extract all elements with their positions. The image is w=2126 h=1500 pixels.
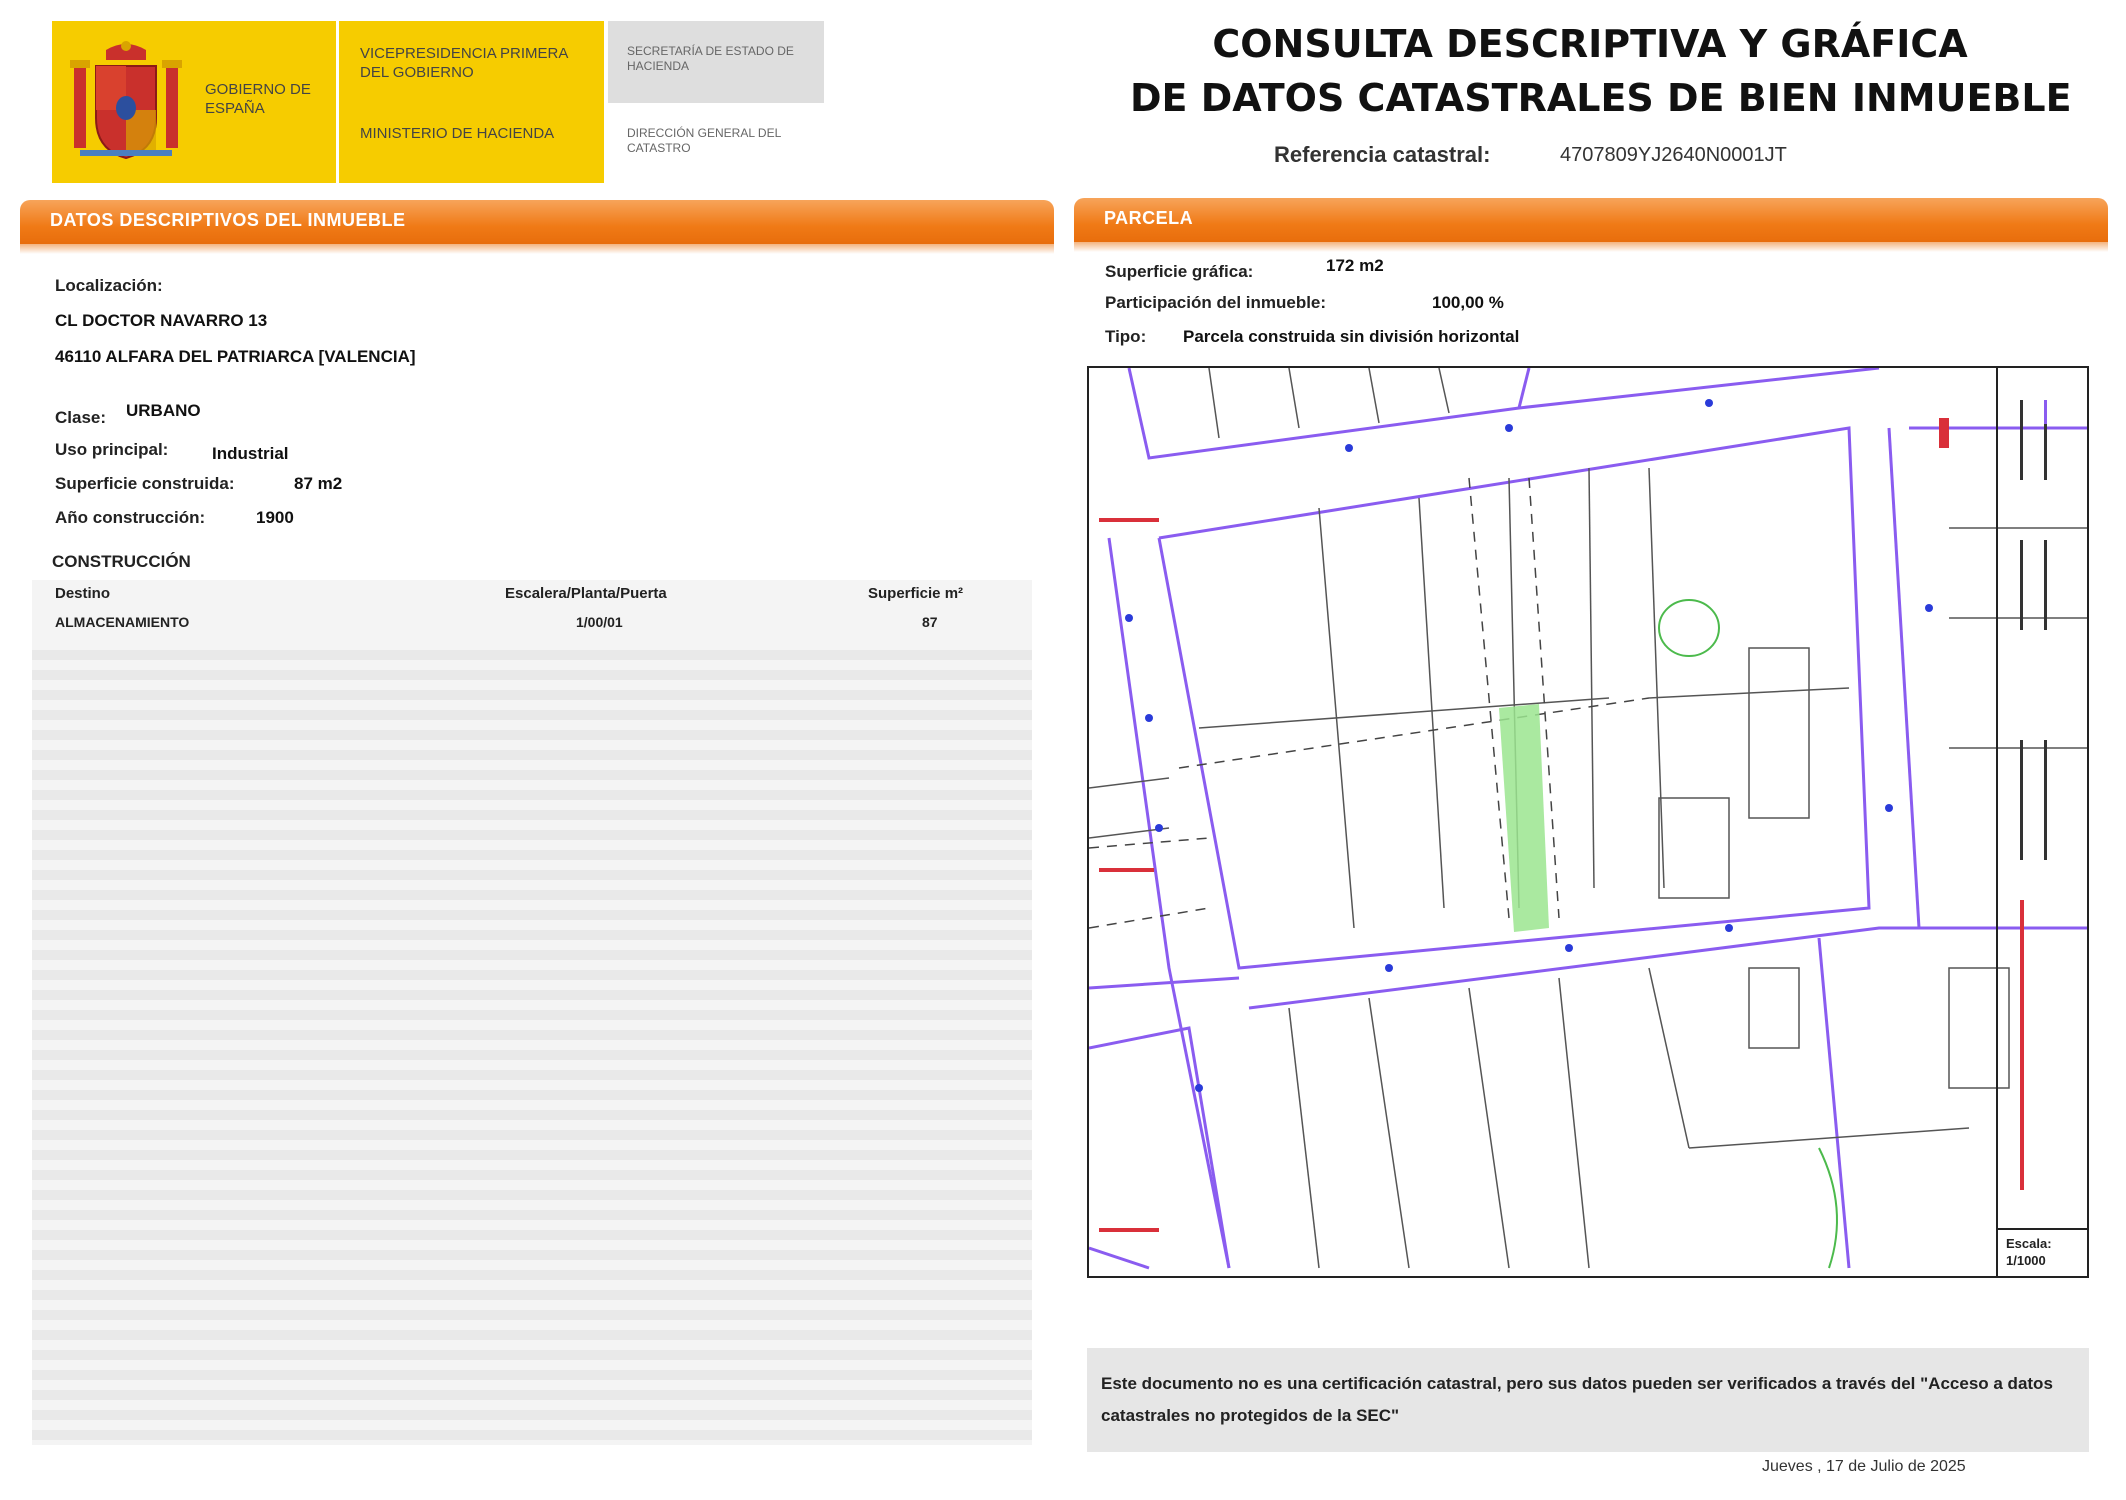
- table-stripe: [32, 1250, 1032, 1260]
- map-legend-divider: [1996, 366, 1998, 1278]
- table-stripe: [32, 890, 1032, 900]
- table-stripe: [32, 650, 1032, 660]
- section-title: DATOS DESCRIPTIVOS DEL INMUEBLE: [50, 210, 406, 230]
- table-stripe: [32, 830, 1032, 840]
- table-stripe: [32, 1010, 1032, 1020]
- clase-label: Clase:: [55, 408, 107, 427]
- clase-value: URBANO: [126, 401, 201, 420]
- table-stripe: [32, 770, 1032, 780]
- page-title-line2: DE DATOS CATASTRALES DE BIEN INMUEBLE: [1130, 76, 2072, 120]
- table-stripe: [32, 750, 1032, 760]
- table-cell-destino: ALMACENAMIENTO: [55, 614, 190, 630]
- address-line2: 46110 ALFARA DEL PATRIARCA [VALENCIA]: [55, 347, 416, 366]
- table-stripe: [32, 850, 1032, 860]
- table-stripe: [32, 1290, 1032, 1300]
- document-date: Jueves , 17 de Julio de 2025: [1762, 1458, 1966, 1475]
- ref-catastral-label: Referencia catastral:: [1274, 142, 1491, 167]
- scale-value: 1/1000: [2006, 1253, 2046, 1268]
- page-title-line1: CONSULTA DESCRIPTIVA Y GRÁFICA: [1212, 22, 1968, 66]
- table-stripe: [32, 1330, 1032, 1340]
- participacion-value: 100,00 %: [1432, 293, 1504, 312]
- construccion-label: CONSTRUCCIÓN: [52, 552, 191, 571]
- section-header-descriptivos: [20, 200, 1054, 244]
- uso-value: Industrial: [212, 444, 289, 463]
- table-stripe: [32, 810, 1032, 820]
- logo-divider: [336, 21, 339, 183]
- table-stripe: [32, 1410, 1032, 1420]
- table-stripe: [32, 670, 1032, 680]
- table-stripe: [32, 1350, 1032, 1360]
- direccion-text: DIRECCIÓN GENERAL DEL CATASTRO: [627, 126, 781, 155]
- table-stripe: [32, 990, 1032, 1000]
- map-drawing: [1089, 368, 2087, 1276]
- table-stripe: [32, 790, 1032, 800]
- table-stripe: [32, 970, 1032, 980]
- table-stripe: [32, 710, 1032, 720]
- section-header-parcela: [1074, 198, 2108, 242]
- participacion-label: Participación del inmueble:: [1105, 293, 1327, 312]
- table-stripe: [32, 870, 1032, 880]
- superficie-label: Superficie construida:: [55, 474, 235, 493]
- table-cell-superficie: 87: [922, 614, 938, 630]
- table-stripe: [32, 1310, 1032, 1320]
- table-cell-escalera: 1/00/01: [576, 614, 623, 630]
- coat-of-arms-icon: [66, 38, 186, 164]
- disclaimer-text: Este documento no es una certificación catastral, pero sus datos pueden ser verificados a través del "Acceso a datos catastrales no protegidos de la SEC": [1101, 1374, 2053, 1425]
- secretaria-text: SECRETARÍA DE ESTADO DE HACIENDA: [627, 44, 794, 73]
- table-stripe: [32, 1070, 1032, 1080]
- table-stripe: [32, 910, 1032, 920]
- tipo-value: Parcela construida sin división horizontal: [1183, 327, 1520, 346]
- map-legend: [2000, 380, 2086, 1220]
- disclaimer-box: [1087, 1348, 2089, 1452]
- construccion-table: [32, 580, 1032, 1445]
- table-stripe: [32, 1090, 1032, 1100]
- sup-grafica-value: 172 m2: [1326, 256, 1384, 275]
- table-stripe: [32, 930, 1032, 940]
- table-stripe: [32, 1150, 1032, 1160]
- table-stripe: [32, 1170, 1032, 1180]
- table-stripe: [32, 1030, 1032, 1040]
- section-shadow: [20, 244, 1054, 254]
- section-shadow: [1074, 242, 2108, 252]
- gobierno-text: GOBIERNO DE ESPAÑA: [205, 81, 311, 117]
- anio-value: 1900: [256, 508, 294, 527]
- uso-label: Uso principal:: [55, 440, 169, 459]
- table-stripe: [32, 1050, 1032, 1060]
- table-header-superficie: Superficie m²: [868, 585, 964, 602]
- superficie-value: 87 m2: [294, 474, 343, 493]
- ref-catastral-value: 4707809YJ2640N0001JT: [1560, 144, 1787, 166]
- map-scale-box: [1998, 1228, 2089, 1278]
- table-stripe: [32, 1430, 1032, 1440]
- table-stripe: [32, 1390, 1032, 1400]
- vicepresidencia-text: VICEPRESIDENCIA PRIMERA DEL GOBIERNO: [360, 45, 568, 81]
- table-stripe: [32, 950, 1032, 960]
- scale-label: Escala:: [2006, 1236, 2052, 1251]
- table-stripe: [32, 730, 1032, 740]
- cadastral-map[interactable]: [1087, 366, 2089, 1278]
- section-title: PARCELA: [1104, 208, 1194, 228]
- table-header-destino: Destino: [55, 585, 111, 602]
- table-stripe: [32, 1130, 1032, 1140]
- table-header-escalera: Escalera/Planta/Puerta: [505, 585, 667, 602]
- table-stripe: [32, 1230, 1032, 1240]
- address-line1: CL DOCTOR NAVARRO 13: [55, 311, 268, 330]
- table-stripe: [32, 1190, 1032, 1200]
- tipo-label: Tipo:: [1105, 327, 1147, 346]
- table-stripe: [32, 1370, 1032, 1380]
- ministerio-text: MINISTERIO DE HACIENDA: [360, 125, 555, 142]
- table-stripe: [32, 690, 1032, 700]
- table-stripe: [32, 1270, 1032, 1280]
- anio-label: Año construcción:: [55, 508, 206, 527]
- table-stripe: [32, 1110, 1032, 1120]
- sup-grafica-label: Superficie gráfica:: [1105, 262, 1254, 281]
- localizacion-label: Localización:: [55, 276, 163, 295]
- table-stripe: [32, 1210, 1032, 1220]
